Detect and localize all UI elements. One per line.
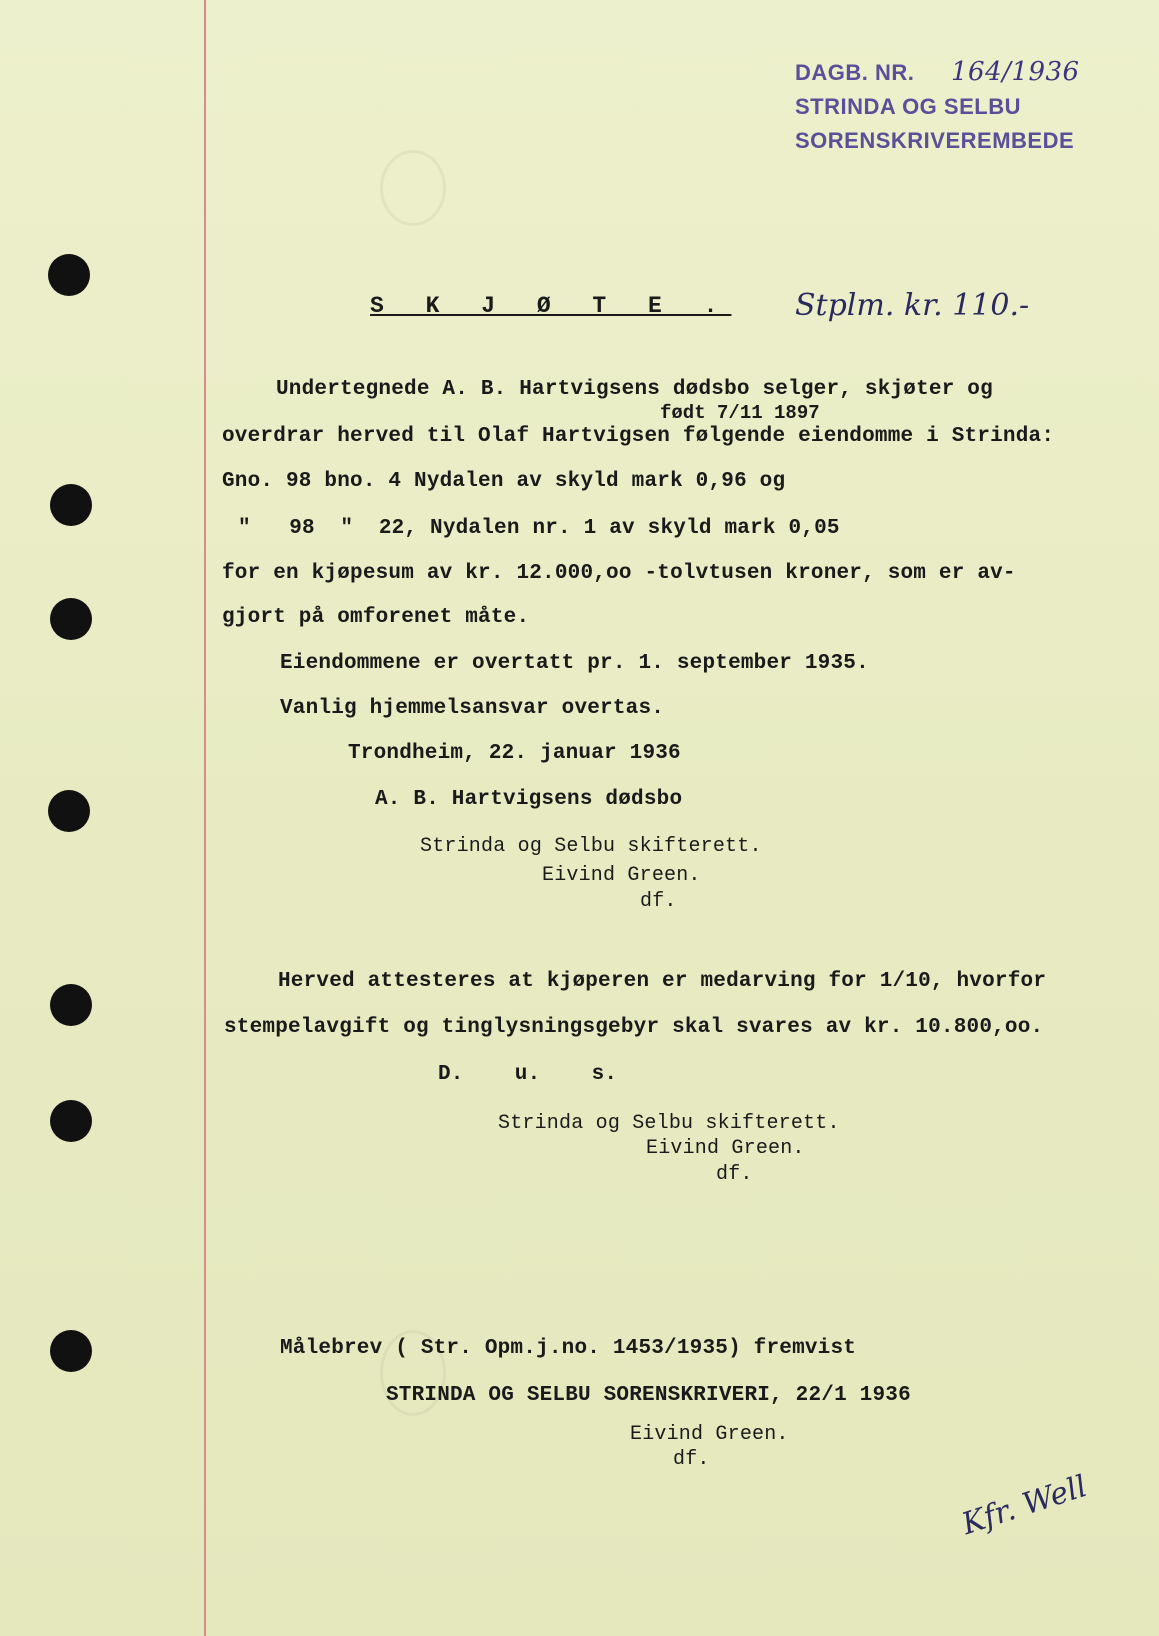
stamp-line-3: SORENSKRIVEREMBEDE bbox=[795, 128, 1075, 153]
handwritten-initials: Kfr. Well bbox=[957, 1468, 1092, 1543]
body-line-2: overdrar herved til Olaf Hartvigsen følgende eiendomme i Strinda: bbox=[222, 425, 1055, 448]
malebrev-line-2: STRINDA OG SELBU SORENSKRIVERI, 22/1 1936 bbox=[386, 1384, 911, 1407]
attest-line-2: stempelavgift og tinglysningsgebyr skal svares av kr. 10.800,oo. bbox=[224, 1016, 1044, 1039]
margin-rule bbox=[204, 0, 206, 1636]
malebrev-name: Eivind Green. bbox=[630, 1423, 789, 1446]
attest-dus: D. u. s. bbox=[438, 1063, 618, 1086]
body-line-5: for en kjøpesum av kr. 12.000,oo -tolvtusen kroner, som er av- bbox=[222, 562, 1016, 585]
stamp-line-2: STRINDA OG SELBU bbox=[795, 94, 1021, 119]
punch-hole bbox=[48, 790, 90, 832]
malebrev-line-1: Målebrev ( Str. Opm.j.no. 1453/1935) fremvist bbox=[280, 1337, 857, 1360]
body-line-3: Gno. 98 bno. 4 Nydalen av skyld mark 0,96 og bbox=[222, 470, 786, 493]
punch-hole bbox=[50, 484, 92, 526]
stamp-label: DAGB. NR. bbox=[795, 60, 915, 85]
malebrev-abbr: df. bbox=[673, 1448, 710, 1471]
registry-stamp bbox=[795, 55, 1080, 158]
attest-line-1: Herved attesteres at kjøperen er medarving for 1/10, hvorfor bbox=[278, 970, 1047, 993]
body-line-7: Eiendommene er overtatt pr. 1. september 1935. bbox=[280, 652, 869, 675]
punch-hole bbox=[50, 1330, 92, 1372]
body-line-6: gjort på omforenet måte. bbox=[222, 606, 530, 629]
body-line-1: Undertegnede A. B. Hartvigsens dødsbo selger, skjøter og bbox=[276, 378, 993, 401]
body-line-9: Trondheim, 22. januar 1936 bbox=[348, 742, 681, 765]
handwritten-fee: Stplm. kr. 110.- bbox=[795, 288, 1030, 323]
stamp-number: 164/1936 bbox=[951, 57, 1080, 87]
signature-2-name: Eivind Green. bbox=[646, 1137, 805, 1160]
punch-hole bbox=[48, 254, 90, 296]
signature-1-court: Strinda og Selbu skifterett. bbox=[420, 835, 762, 858]
signature-2-court: Strinda og Selbu skifterett. bbox=[498, 1112, 840, 1135]
signature-1-abbr: df. bbox=[640, 890, 677, 913]
punch-hole bbox=[50, 984, 92, 1026]
watermark-ghost bbox=[380, 150, 446, 226]
signature-1-name: Eivind Green. bbox=[542, 864, 701, 887]
document-title: S K J Ø T E . bbox=[370, 293, 732, 319]
signature-2-abbr: df. bbox=[716, 1163, 753, 1186]
punch-hole bbox=[50, 1100, 92, 1142]
body-line-4: " 98 " 22, Nydalen nr. 1 av skyld mark 0,05 bbox=[238, 517, 840, 540]
punch-hole bbox=[50, 598, 92, 640]
body-line-8: Vanlig hjemmelsansvar overtas. bbox=[280, 697, 665, 720]
stamp-line-1 bbox=[795, 55, 1080, 90]
body-line-10: A. B. Hartvigsens dødsbo bbox=[375, 788, 683, 811]
body-line-1b: født 7/11 1897 bbox=[660, 402, 820, 424]
